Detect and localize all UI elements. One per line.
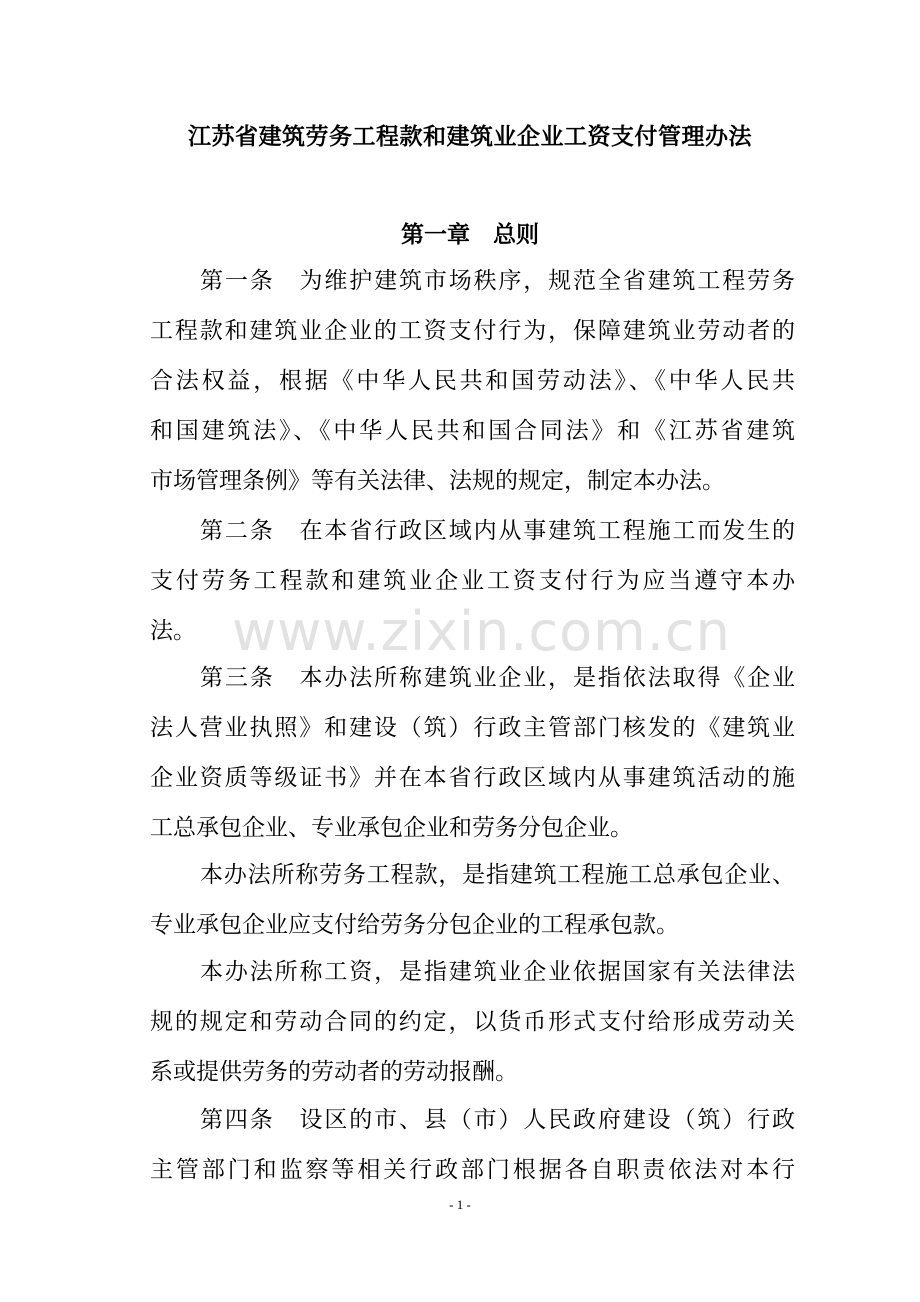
article-3-para-3-line-1: 本办法所称工资，是指建筑业企业依据国家有关法律法 (200, 959, 795, 985)
page-number: - 1 - (449, 1197, 471, 1212)
article-3-para-2-line-2: 专业承包企业应支付给劳务分包企业的工程承包款。 (150, 912, 679, 938)
article-2-line-1: 第二条 在本省行政区域内从事建筑工程施工而发生的 (200, 518, 795, 544)
article-1-line-1: 第一条 为维护建筑市场秩序，规范全省建筑工程劳务 (200, 268, 795, 294)
article-1-line-4: 和国建筑法》、《中华人民共和国合同法》和《江苏省建筑 (150, 418, 795, 444)
article-1-line-5: 市场管理条例》等有关法律、法规的规定，制定本办法。 (150, 468, 725, 494)
article-2-line-2: 支付劳务工程款和建筑业企业工资支付行为应当遵守本办 (150, 568, 795, 594)
article-2-line-3: 法。 (150, 618, 196, 644)
article-4-line-1: 第四条 设区的市、县（市）人民政府建设（筑）行政 (200, 1107, 795, 1133)
article-3-para-3-line-2: 规的规定和劳动合同的约定，以货币形式支付给形成劳动关 (150, 1009, 795, 1035)
article-3-para-3-line-3: 系或提供劳务的劳动者的劳动报酬。 (150, 1059, 518, 1085)
article-4-line-2: 主管部门和监察等相关行政部门根据各自职责依法对本行 (150, 1157, 795, 1183)
watermark: www.zixin.com.cn (232, 600, 731, 663)
chapter-heading: 第一章 总则 (401, 221, 539, 248)
article-3-line-3: 企业资质等级证书》并在本省行政区域内从事建筑活动的施 (150, 765, 795, 791)
article-3-para-2-line-1: 本办法所称劳务工程款，是指建筑工程施工总承包企业、 (200, 862, 795, 888)
article-3-line-4: 工总承包企业、专业承包企业和劳务分包企业。 (150, 815, 633, 841)
article-3-line-2: 法人营业执照》和建设（筑）行政主管部门核发的《建筑业 (150, 715, 795, 741)
document-title: 江苏省建筑劳务工程款和建筑业企业工资支付管理办法 (188, 124, 752, 150)
article-1-line-3: 合法权益，根据《中华人民共和国劳动法》、《中华人民共 (150, 368, 795, 394)
article-3-line-1: 第三条 本办法所称建筑业企业，是指依法取得《企业 (200, 665, 795, 691)
article-1-line-2: 工程款和建筑业企业的工资支付行为，保障建筑业劳动者的 (150, 318, 795, 344)
